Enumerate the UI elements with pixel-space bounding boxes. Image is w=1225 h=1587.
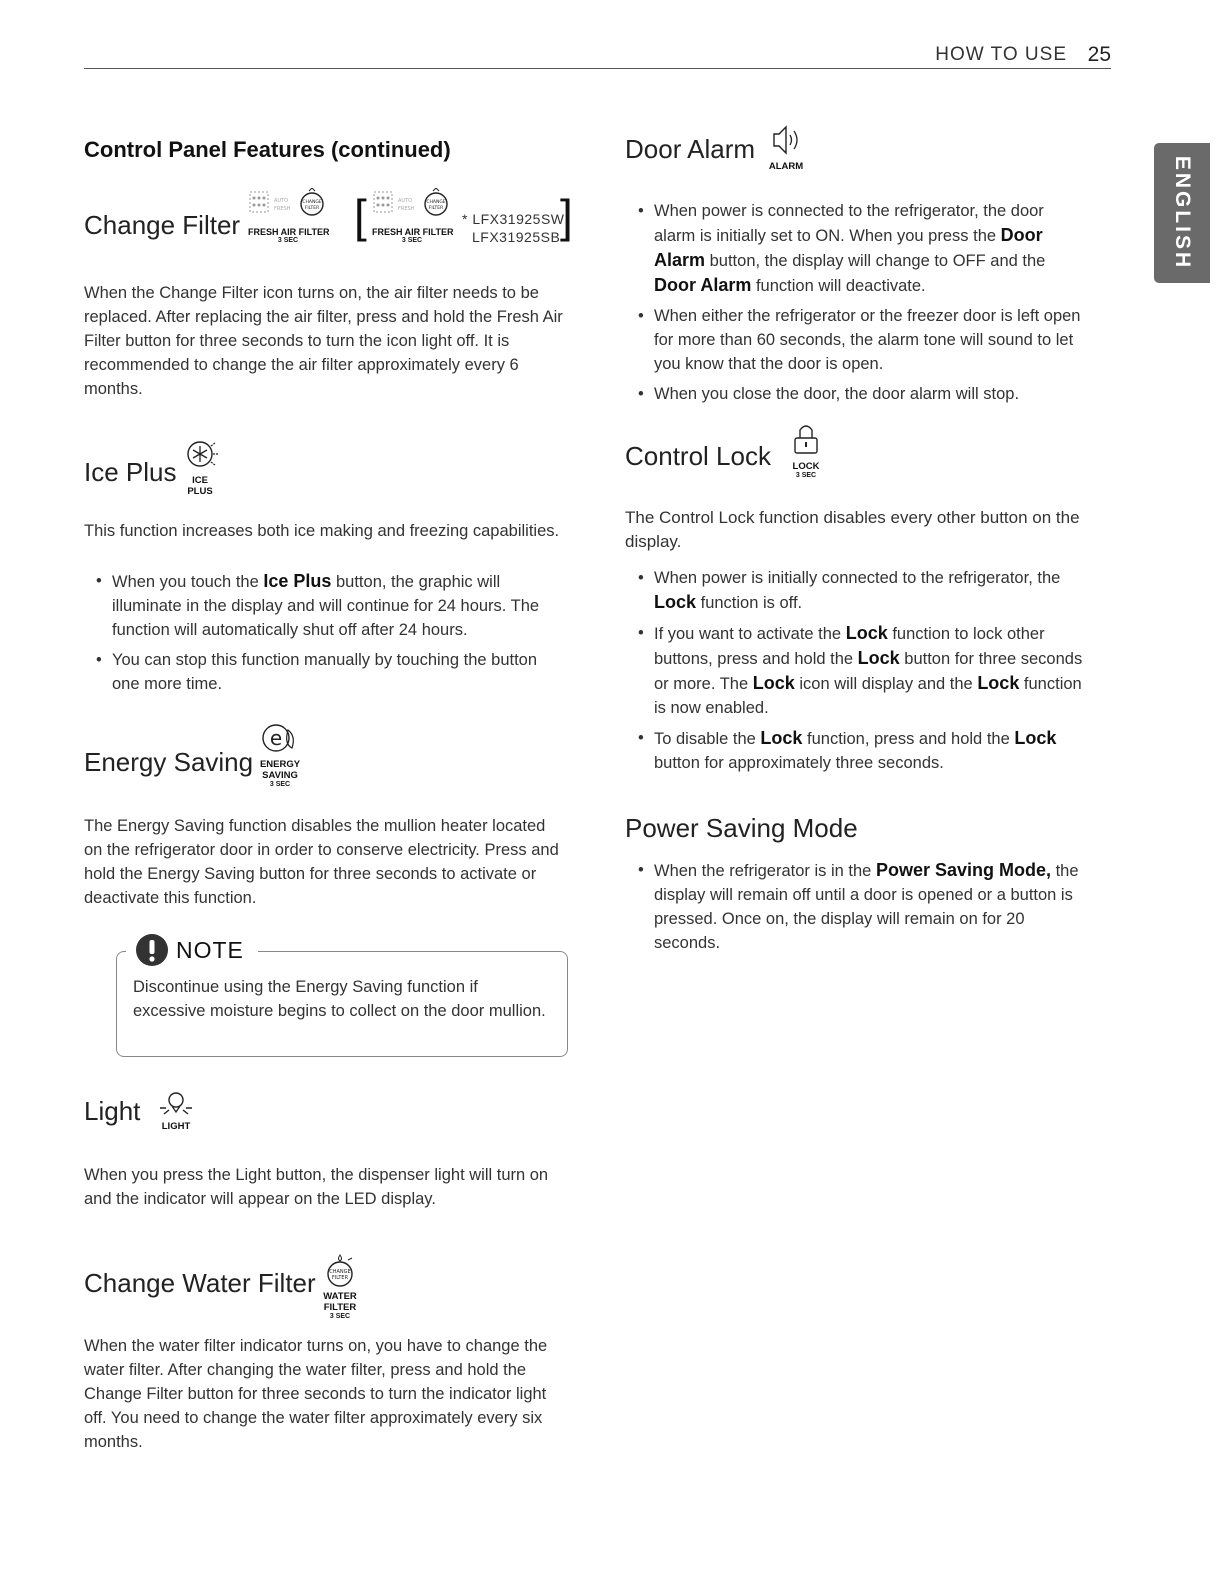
water-filter-body: When the water filter indicator turns on, you have to change the water filter. After changing the water filter, press and hold the Change Filter button for three seconds to turn the indicator light off. You need to change the water filter approximately every six months. [84, 1337, 548, 1451]
water-filter-icon-group [318, 1252, 362, 1321]
energy-saving-label-1: ENERGY [259, 759, 301, 770]
door-alarm-bullet-3: • When you close the door, the door alarm will stop. [626, 382, 1088, 406]
water-filter-label-2: FILTER [323, 1302, 357, 1313]
svg-text:FILTER: FILTER [304, 206, 320, 211]
water-filter-sub: 3 SEC [329, 1313, 351, 1320]
control-lock-bullet-1: • When power is initially connected to the refrigerator, the Lock function is off. [626, 566, 1092, 615]
snowflake-icon [178, 436, 222, 472]
ice-plus-intro: This function increases both ice making and freezing capabilities. [84, 522, 560, 540]
model-number-1: * LFX31925SW [462, 211, 565, 227]
exclamation-icon [134, 932, 170, 968]
fresh-air-filter-sub: 3 SEC [277, 237, 299, 244]
energy-saving-body: The Energy Saving function disables the mullion heater located on the refrigerator door in order to conserve electricity. Press and hold the Energy Saving button for three seconds to activate or deactivate this function. [84, 817, 559, 907]
speaker-icon [760, 120, 812, 160]
change-filter-title: Change Filter [84, 210, 241, 240]
svg-text:CHANGE: CHANGE [329, 1269, 351, 1275]
light-body: When you press the Light button, the dispenser light will turn on and the indicator will appear on the LED display. [84, 1166, 549, 1208]
ice-plus-icon-group [178, 436, 222, 497]
alt-fresh-air-filter-sub: 3 SEC [401, 237, 423, 244]
door-alarm-icon-group [760, 120, 812, 172]
note-body: Discontinue using the Energy Saving function if excessive moisture begins to collect on the door mullion. [133, 978, 546, 1020]
energy-saving-label-2: SAVING [262, 770, 298, 781]
svg-text:FILTER: FILTER [428, 206, 444, 211]
control-lock-sub: 3 SEC [795, 472, 817, 479]
water-filter-title: Change Water Filter [84, 1268, 316, 1298]
page-number: 25 [1087, 43, 1111, 66]
control-lock-intro: The Control Lock function disables every other button on the display. [625, 508, 1080, 551]
bracket-left: [ [354, 190, 367, 242]
fresh-air-filter-icon [248, 188, 328, 220]
svg-text:AUTO: AUTO [274, 198, 289, 204]
water-filter-label-1: WATER [323, 1291, 357, 1302]
light-title: Light [84, 1096, 141, 1126]
water-filter-icon [318, 1252, 362, 1288]
svg-text:FRESH: FRESH [398, 206, 415, 212]
language-tab [1154, 143, 1210, 283]
control-lock-bullet-3: • To disable the Lock function, press and hold the Lock button for approximately three seconds. [626, 726, 1092, 775]
svg-text:FILTER: FILTER [331, 1275, 349, 1281]
padlock-icon [784, 420, 828, 460]
door-alarm-bullet-1: • When power is connected to the refrigerator, the door alarm is initially set to ON. When you press the Door Alarm button, the display will change to OFF and the Door Alarm function will deactivate. [626, 199, 1088, 298]
page-heading: Control Panel Features (continued) [84, 137, 451, 162]
svg-text:CHANGE: CHANGE [302, 200, 322, 205]
door-alarm-bullets [626, 199, 1088, 412]
power-saving-bullets [626, 858, 1092, 961]
svg-text:e: e [269, 726, 283, 750]
energy-leaf-icon [254, 720, 306, 756]
door-alarm-label: ALARM [768, 161, 804, 172]
light-icon-group [154, 1082, 198, 1132]
svg-text:CHANGE: CHANGE [426, 200, 446, 205]
door-alarm-bullet-2: • When either the refrigerator or the freezer door is left open for more than 60 seconds, the alarm tone will sound to let you know that the door is open. [626, 304, 1088, 376]
energy-saving-title: Energy Saving [84, 747, 254, 777]
energy-saving-sub: 3 SEC [269, 781, 291, 788]
control-lock-bullets [626, 566, 1092, 781]
ice-plus-title: Ice Plus [84, 457, 177, 487]
fresh-air-filter-icon-group [248, 188, 328, 245]
ice-plus-label-2: PLUS [187, 486, 213, 497]
svg-text:FRESH: FRESH [274, 206, 291, 212]
light-label: LIGHT [161, 1121, 191, 1132]
control-lock-bullet-2: • If you want to activate the Lock function to lock other buttons, press and hold the Lock button for three seconds or more. The Lock icon will display and the Lock function is now enabled. [626, 621, 1092, 720]
energy-saving-icon-group [254, 720, 306, 789]
header-section-title: HOW TO USE [935, 44, 1067, 65]
power-saving-bullet-1: • When the refrigerator is in the Power Saving Mode, the display will remain off until a door is opened or a button is pressed. Once on, the display will remain on for 20 seconds. [626, 858, 1092, 955]
ice-plus-label-1: ICE [192, 475, 208, 486]
control-lock-label: LOCK [792, 461, 820, 472]
change-filter-body: When the Change Filter icon turns on, the air filter needs to be replaced. After replacing the air filter, press and hold the Fresh Air Filter button for three seconds to turn the icon light off. It is recommended to change the air filter approximately every 6 months. [84, 284, 563, 398]
ice-plus-bullet-2: • You can stop this function manually by touching the button one more time. [84, 648, 554, 696]
control-lock-title: Control Lock [625, 441, 771, 471]
control-lock-icon-group [784, 420, 828, 480]
bracket-right: ] [560, 190, 573, 242]
alt-fresh-air-filter-icon-group [372, 188, 452, 245]
svg-text:AUTO: AUTO [398, 198, 413, 204]
lightbulb-icon [154, 1082, 198, 1122]
door-alarm-title: Door Alarm [625, 134, 756, 164]
alt-fresh-air-filter-icon [372, 188, 452, 220]
language-tab-label: ENGLISH [1171, 155, 1194, 271]
model-number-2: LFX31925SB [472, 229, 561, 245]
header-rule [84, 68, 1111, 69]
ice-plus-bullet-1: • When you touch the Ice Plus button, the graphic will illuminate in the display and will continue for 24 hours. The function will automatically shut off after 24 hours. [84, 569, 554, 642]
ice-plus-bullets [84, 569, 554, 702]
alt-fresh-air-filter-label: FRESH AIR FILTER [372, 227, 454, 237]
power-saving-title: Power Saving Mode [625, 813, 858, 843]
note-warning-icon [134, 932, 170, 973]
fresh-air-filter-label: FRESH AIR FILTER [248, 227, 330, 237]
note-title: NOTE [176, 937, 244, 963]
